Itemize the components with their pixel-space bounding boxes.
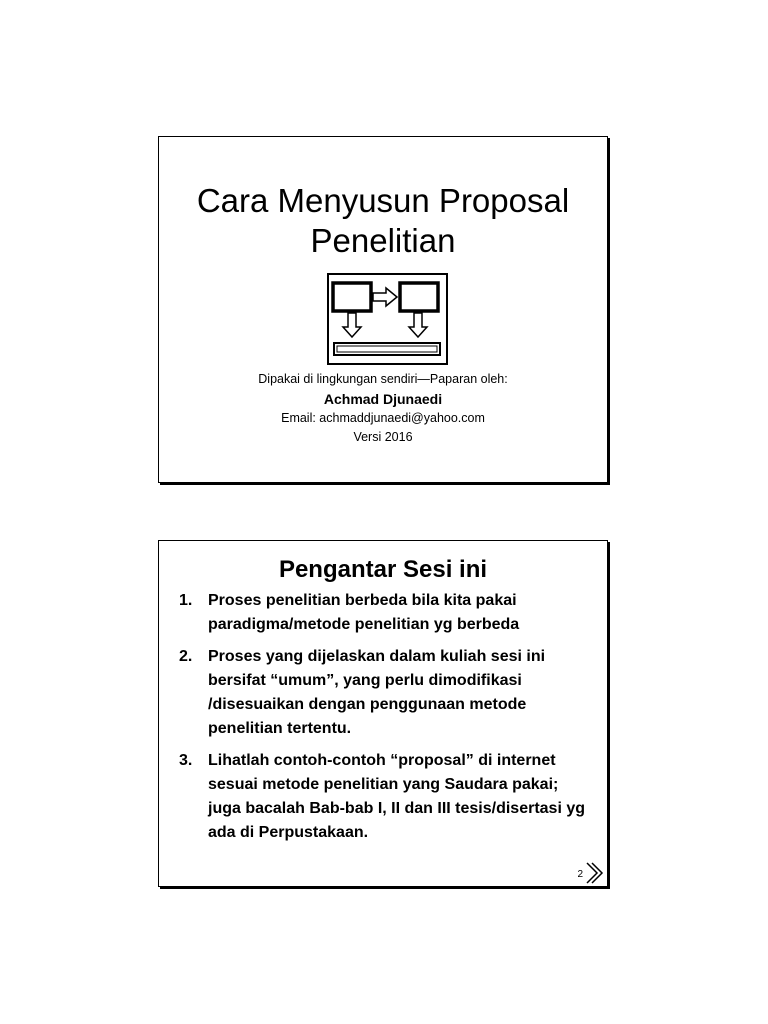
list-item	[179, 645, 591, 741]
used-in-note: Dipakai di lingkungan sendiri—Paparan oleh:	[258, 372, 508, 386]
author-name: Achmad Djunaedi	[323, 391, 443, 407]
process-flow-diagram-icon	[327, 273, 448, 365]
slide-heading: Pengantar Sesi ini	[278, 556, 488, 583]
chevron-right-icon[interactable]	[585, 861, 605, 885]
slide-title-line-2: Penelitian	[310, 222, 456, 259]
list-item-number: 1.	[179, 592, 193, 609]
list-item-text: Proses penelitian berbeda bila kita pakai paradigma/metode penelitian yg berbeda	[208, 592, 520, 633]
page-number: 2	[577, 869, 583, 880]
list-item-number: 2.	[179, 648, 193, 665]
list-item	[179, 749, 591, 845]
version-label: Versi 2016	[353, 430, 413, 444]
author-email: Email: achmaddjunaedi@yahoo.com	[281, 411, 485, 425]
intro-slide	[158, 540, 608, 887]
list-item	[179, 589, 591, 637]
slide-title	[159, 181, 607, 261]
intro-list	[179, 589, 591, 853]
list-item-number: 3.	[179, 752, 193, 769]
list-item-text: Proses yang dijelaskan dalam kuliah sesi ini bersifat “umum”, yang perlu dimodifikasi /disesuaikan dengan penggunaan metode penelitian tertentu.	[208, 648, 546, 737]
title-slide	[158, 136, 608, 483]
slide-title-line-1: Cara Menyusun Proposal	[196, 182, 570, 219]
list-item-text: Lihatlah contoh-contoh “proposal” di internet sesuai metode penelitian yang Saudara pakai; juga bacalah Bab-bab I, II dan III tesis/disertasi yg ada di Perpustakaan.	[208, 752, 585, 841]
presenter-info	[159, 370, 607, 447]
